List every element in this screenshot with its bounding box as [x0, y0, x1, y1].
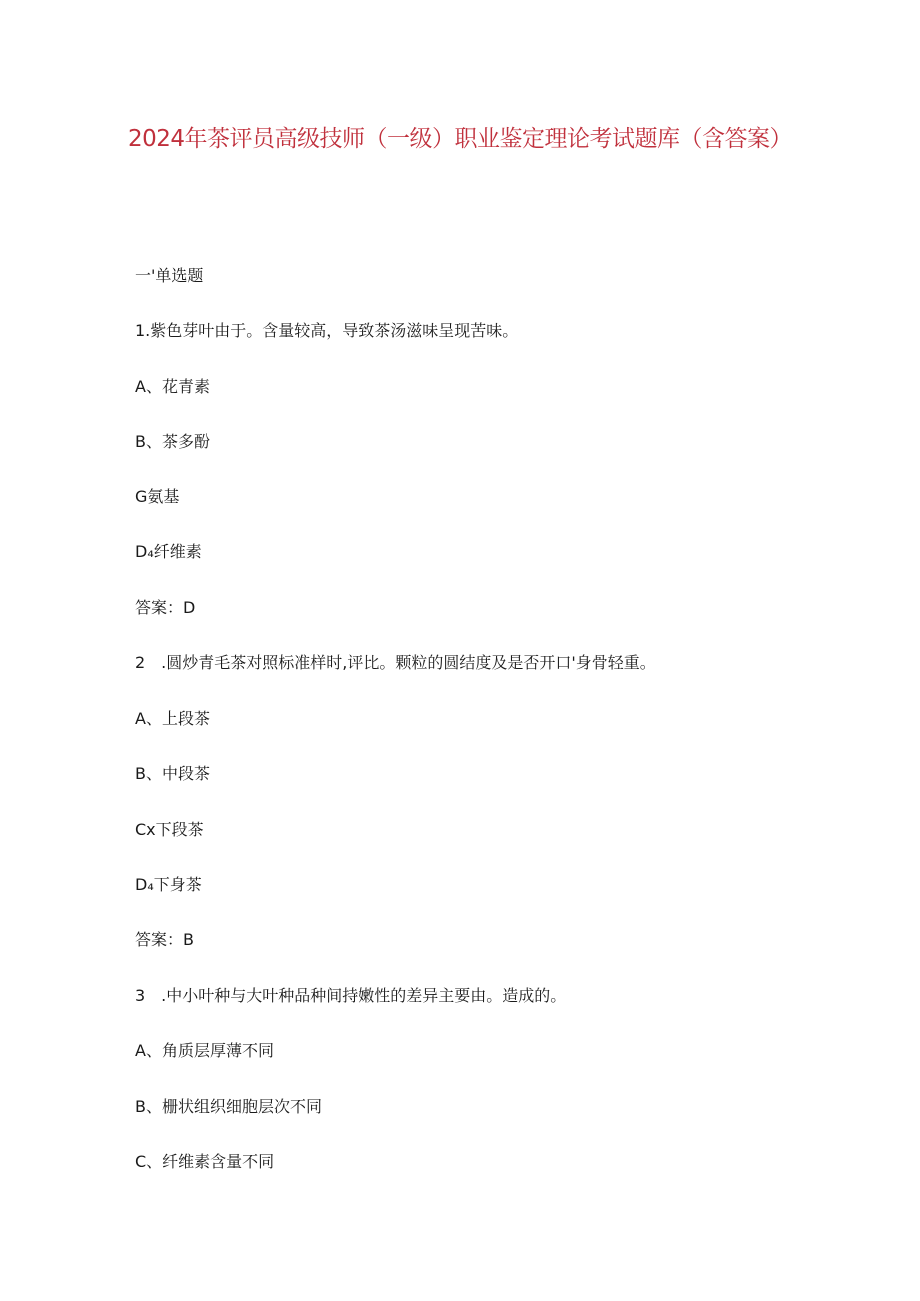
question-2-option-d: D₄下身茶	[135, 875, 202, 894]
question-3-option-c: C、纤维素含量不同	[135, 1152, 275, 1171]
question-1-option-a: A、花青素	[135, 377, 210, 396]
question-1-option-c: G氨基	[135, 487, 180, 506]
question-3-option-a: A、角质层厚薄不同	[135, 1041, 274, 1060]
question-1-stem: 1.紫色芽叶由于。含量较高，导致茶汤滋味呈现苦味。	[135, 321, 519, 340]
section-heading: 一'单选题	[135, 266, 204, 285]
question-1-answer: 答案：D	[135, 598, 196, 617]
question-1-option-d: D₄纤维素	[135, 542, 202, 561]
document-title: 2024年茶评员高级技师（一级）职业鉴定理论考试题库（含答案）	[127, 126, 793, 152]
question-3-stem: 3 .中小叶种与大叶种品种间持嫩性的差异主要由。造成的。	[135, 986, 567, 1005]
question-2-answer: 答案：B	[135, 930, 194, 949]
question-2-option-c: Cx下段茶	[135, 820, 204, 839]
question-2-stem: 2 .圆炒青毛茶对照标准样时,评比。颗粒的圆结度及是否开口'身骨轻重。	[135, 653, 656, 672]
question-2-option-b: B、中段茶	[135, 764, 210, 783]
question-1-option-b: B、茶多酚	[135, 432, 210, 451]
question-2-option-a: A、上段茶	[135, 709, 210, 728]
question-3-option-b: B、栅状组织细胞层次不同	[135, 1097, 322, 1116]
